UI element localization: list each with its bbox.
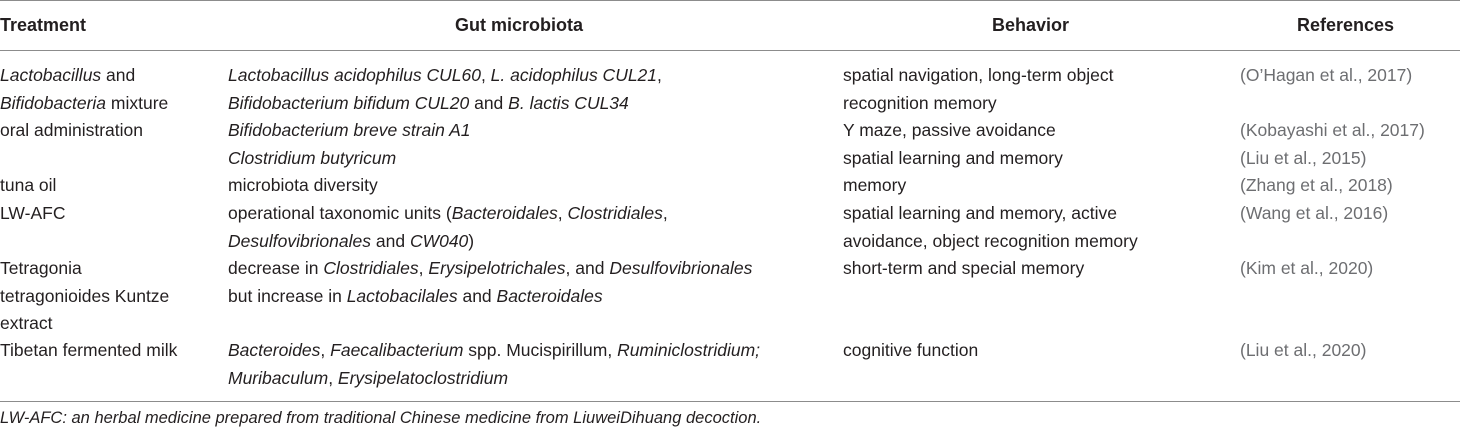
text-run: but increase in [228,285,347,306]
text-run: Faecalibacterium [330,340,464,360]
header-rule [0,50,1460,51]
text-run: , [657,65,662,85]
text-run: Bifidobacterium breve strain A1 [228,120,471,140]
text-run: and [371,230,410,251]
text-run: operational taxonomic units ( [228,203,452,223]
text-run: , [480,65,491,85]
cell-treatment [0,117,143,145]
behavior-text: short-term and special memory [843,258,1085,278]
text-run: , and [565,258,610,278]
header-treatment: Treatment [0,15,87,35]
text-run: Clostridium butyricum [228,148,397,168]
behavior-text: spatial navigation, long-term object [843,65,1114,85]
text-run: and [457,285,497,306]
text-run: Bacteroidales [496,285,603,306]
behavior-text: memory [843,175,907,195]
cell-gut-microbiota [228,117,471,145]
text-run: , [418,258,429,278]
text-run: Tibetan fermented milk [0,340,178,360]
cell-gut-microbiota [228,255,752,310]
text-run: ) [468,230,475,251]
text-run: Lactobacillus acidophilus CUL60 [228,65,481,85]
cell-gut-microbiota [228,337,760,392]
cell-treatment [0,255,169,338]
text-run: tetragonioides Kuntze [0,285,170,306]
cell-treatment [0,172,56,200]
cell-reference-link[interactable]: (Liu et al., 2020) [1240,340,1367,360]
cell-gut-microbiota [228,172,378,200]
top-rule [0,0,1460,1]
cell-gut-microbiota [228,62,662,117]
table-footnote: LW-AFC: an herbal medicine prepared from traditional Chinese medicine from LiuweiDihuang decoction. [0,409,762,427]
text-run: Bacteroides [228,340,321,360]
text-run: Clostridiales [567,203,663,223]
cell-gut-microbiota [228,200,668,255]
text-run: LW-AFC [0,203,66,223]
behavior-text: spatial learning and memory [843,148,1063,168]
cell-behavior [843,255,1084,283]
cell-reference-link[interactable]: (Kim et al., 2020) [1240,258,1374,278]
text-run: spp. Mucispirillum, [463,340,618,360]
behavior-text: avoidance, object recognition memory [843,230,1138,251]
cell-reference-link[interactable]: (Liu et al., 2015) [1240,148,1367,168]
cell-gut-microbiota [228,145,396,173]
text-run: oral administration [0,120,143,140]
text-run: microbiota diversity [228,175,378,195]
text-run: and [469,92,509,113]
behavior-text: spatial learning and memory, active [843,203,1117,223]
text-run: Bifidobacteria [0,92,107,113]
cell-reference-link[interactable]: (Wang et al., 2016) [1240,203,1389,223]
text-run: Clostridiales [323,258,419,278]
text-run: Erysipelotrichales [428,258,566,278]
text-run: Tetragonia [0,258,82,278]
text-run: , [662,203,668,223]
text-run: tuna oil [0,175,57,195]
text-run: decrease in [228,258,324,278]
header-behavior: Behavior [992,15,1070,35]
text-run: Lactobacillus [0,65,102,85]
text-run: L. acidophilus CUL21 [490,65,658,85]
cell-behavior [843,337,978,365]
cell-reference-link[interactable]: (Kobayashi et al., 2017) [1240,120,1425,140]
cell-behavior [843,117,1056,145]
header-gut-microbiota: Gut microbiota [455,15,584,35]
cell-behavior [843,200,1138,255]
text-run: Desulfovibrionales [228,230,371,251]
text-run: Lactobacilales [346,285,458,306]
cell-treatment [0,62,168,117]
text-run: B. lactis CUL34 [508,92,629,113]
text-run: mixture [106,92,169,113]
text-run: Muribaculum [228,367,329,388]
text-run: CW040 [409,230,469,251]
text-run: , [320,340,331,360]
behavior-text: Y maze, passive avoidance [843,120,1056,140]
text-run: Bacteroidales [451,203,558,223]
cell-reference-link[interactable]: (O’Hagan et al., 2017) [1240,65,1413,85]
cell-behavior [843,172,906,200]
footer-rule [0,401,1460,402]
text-run: , [557,203,568,223]
text-run: Erysipelatoclostridium [337,367,509,388]
cell-behavior [843,145,1063,173]
cell-reference-link[interactable]: (Zhang et al., 2018) [1240,175,1393,195]
header-references: References [1297,15,1395,35]
text-run: and [101,65,136,85]
text-run: Bifidobacterium bifidum CUL20 [228,92,470,113]
behavior-text: recognition memory [843,92,997,113]
text-run: , [328,367,338,388]
cell-treatment [0,200,65,228]
behavior-text: cognitive function [843,340,979,360]
text-run: extract [0,313,53,333]
cell-behavior [843,62,1113,117]
text-run: Desulfovibrionales [609,258,753,278]
cell-treatment [0,337,177,365]
text-run: Ruminiclostridium; [617,340,761,360]
